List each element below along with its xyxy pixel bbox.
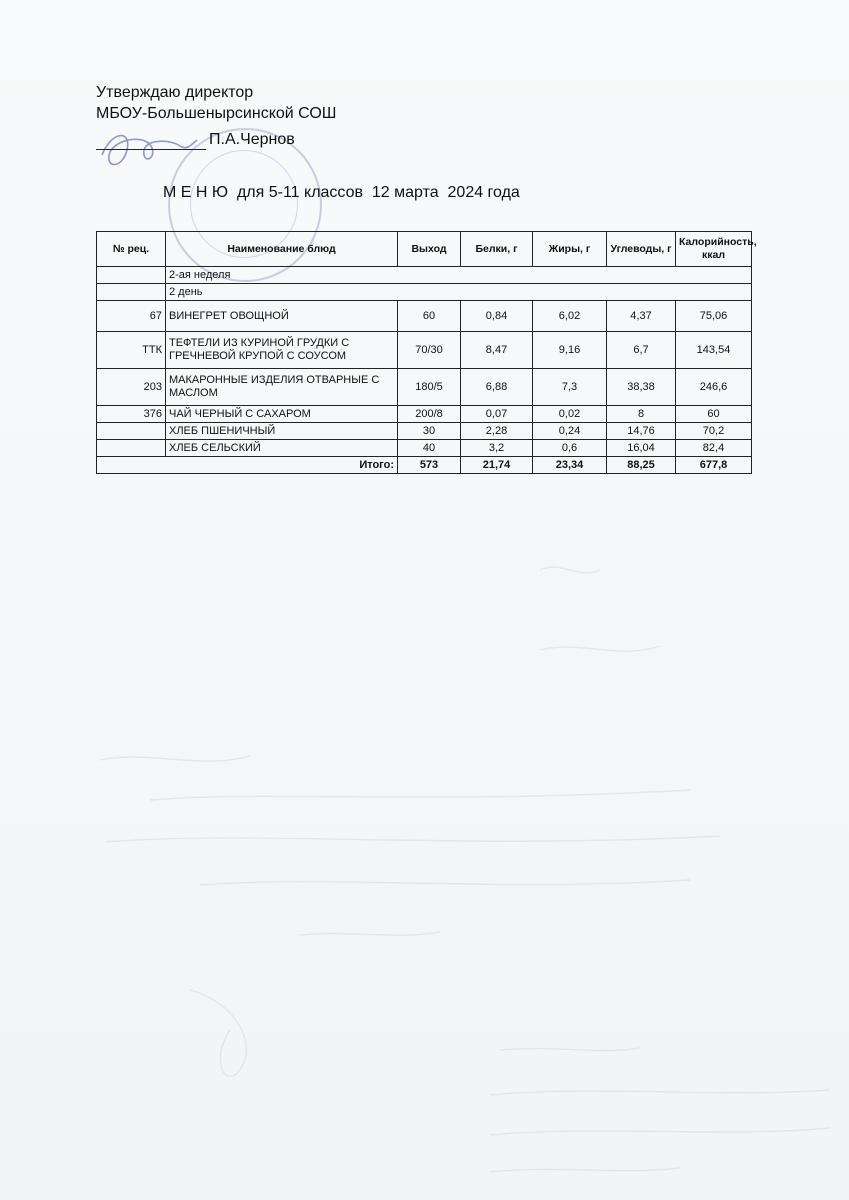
row-prot: 2,28: [461, 423, 533, 440]
row-prot: 6,88: [461, 369, 533, 406]
row-num: 376: [97, 406, 166, 423]
menu-title: М Е Н Ю для 5-11 классов 12 марта 2024 года: [163, 184, 520, 201]
header-prot: Белки, г: [461, 232, 533, 267]
total-kcal: 677,8: [676, 457, 752, 474]
header-name: Наименование блюд: [166, 232, 398, 267]
row-kcal: 70,2: [676, 423, 752, 440]
row-name: ХЛЕБ СЕЛЬСКИЙ: [166, 440, 398, 457]
signer-name: П.А.Чернов: [209, 131, 295, 148]
row-out: 60: [398, 301, 461, 332]
table-cell: [97, 267, 166, 284]
total-carb: 88,25: [607, 457, 676, 474]
row-kcal: 75,06: [676, 301, 752, 332]
row-num: ТТК: [97, 332, 166, 369]
row-out: 30: [398, 423, 461, 440]
table-header-row: [97, 232, 752, 267]
row-fat: 0,24: [533, 423, 607, 440]
table-row: [97, 440, 752, 457]
row-kcal: 60: [676, 406, 752, 423]
table-row: [97, 301, 752, 332]
row-fat: 9,16: [533, 332, 607, 369]
approval-block: [96, 82, 336, 124]
row-kcal: 246,6: [676, 369, 752, 406]
table-row: [97, 369, 752, 406]
row-num: [97, 423, 166, 440]
header-carb: Углеводы, г: [607, 232, 676, 267]
row-out: 70/30: [398, 332, 461, 369]
row-num: [97, 440, 166, 457]
week-row: [97, 267, 752, 284]
header-out: Выход: [398, 232, 461, 267]
row-name: ХЛЕБ ПШЕНИЧНЫЙ: [166, 423, 398, 440]
row-out: 180/5: [398, 369, 461, 406]
row-carb: 8: [607, 406, 676, 423]
row-out: 200/8: [398, 406, 461, 423]
row-kcal: 82,4: [676, 440, 752, 457]
approval-line-2: МБОУ-Большеныpсинской СОШ: [96, 105, 337, 122]
row-carb: 4,37: [607, 301, 676, 332]
row-prot: 8,47: [461, 332, 533, 369]
table-row: [97, 406, 752, 423]
row-kcal: 143,54: [676, 332, 752, 369]
row-name: ВИНЕГРЕТ ОВОЩНОЙ: [166, 301, 398, 332]
row-carb: 6,7: [607, 332, 676, 369]
total-row: [97, 457, 752, 474]
row-carb: 16,04: [607, 440, 676, 457]
day-label: 2 день: [166, 284, 752, 301]
row-fat: 0,02: [533, 406, 607, 423]
row-num: 203: [97, 369, 166, 406]
day-row: [97, 284, 752, 301]
row-out: 40: [398, 440, 461, 457]
total-fat: 23,34: [533, 457, 607, 474]
header-num: № рец.: [97, 232, 166, 267]
row-name: ЧАЙ ЧЕРНЫЙ С САХАРОМ: [166, 406, 398, 423]
table-row: [97, 332, 752, 369]
signature-line: [96, 149, 206, 150]
row-fat: 6,02: [533, 301, 607, 332]
row-prot: 3,2: [461, 440, 533, 457]
row-num: 67: [97, 301, 166, 332]
total-prot: 21,74: [461, 457, 533, 474]
director-signature: [92, 120, 202, 180]
row-carb: 38,38: [607, 369, 676, 406]
row-prot: 0,07: [461, 406, 533, 423]
row-name: ТЕФТЕЛИ ИЗ КУРИНОЙ ГРУДКИ С ГРЕЧНЕВОЙ КРУПОЙ С СОУСОМ: [166, 332, 398, 369]
table-row: [97, 423, 752, 440]
menu-table: [96, 231, 757, 474]
week-label: 2-ая неделя: [166, 267, 752, 284]
approval-line-1: Утверждаю директор: [96, 84, 254, 101]
total-out: 573: [398, 457, 461, 474]
row-carb: 14,76: [607, 423, 676, 440]
row-name: МАКАРОННЫЕ ИЗДЕЛИЯ ОТВАРНЫЕ С МАСЛОМ: [166, 369, 398, 406]
header-kcal: Калорийность, ккал: [676, 232, 752, 267]
total-label: Итого:: [97, 457, 398, 474]
header-fat: Жиры, г: [533, 232, 607, 267]
row-prot: 0,84: [461, 301, 533, 332]
table-cell: [97, 284, 166, 301]
row-fat: 7,3: [533, 369, 607, 406]
row-fat: 0,6: [533, 440, 607, 457]
